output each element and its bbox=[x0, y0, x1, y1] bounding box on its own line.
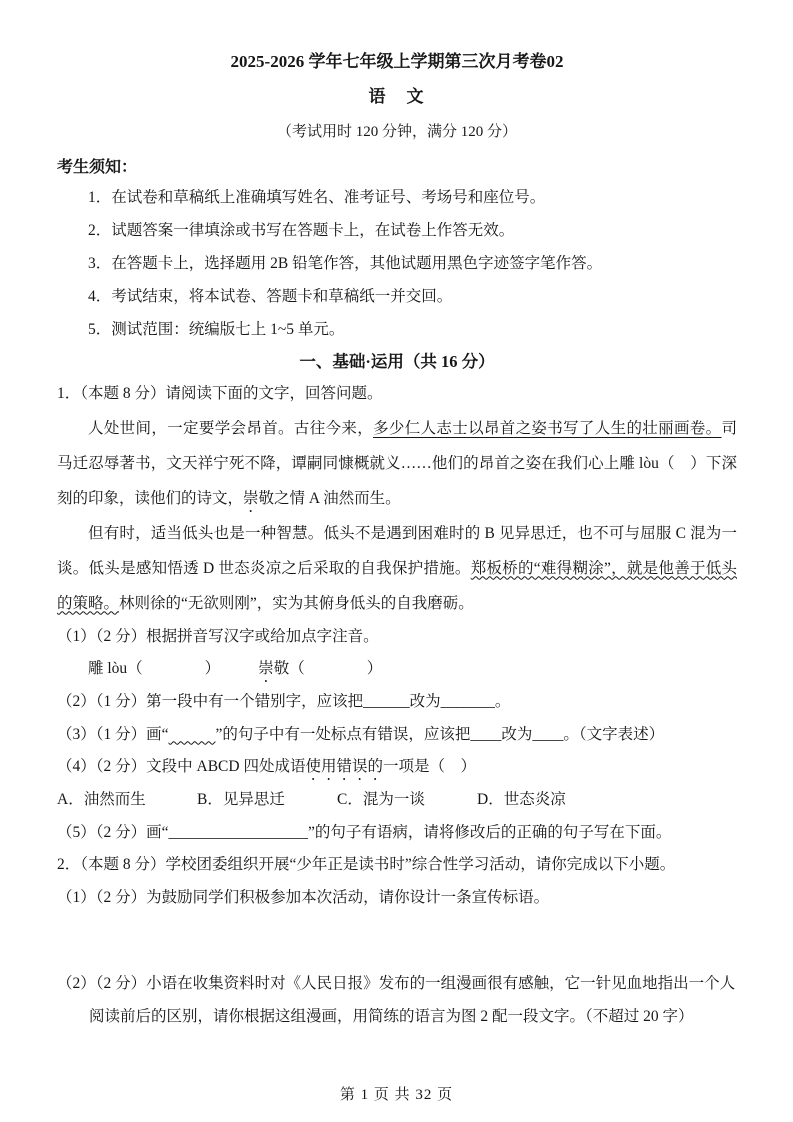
notice-item-2: 2．试题答案一律填涂或书写在答题卡上，在试卷上作答无效。 bbox=[88, 222, 515, 239]
page-footer: 第 1 页 共 32 页 bbox=[339, 1087, 454, 1103]
para2-wavy-underlined-sentence: 郑板桥的“难得糊涂”，就是他善于低头的策略。 bbox=[57, 559, 738, 612]
question2-intro: 2．（本题 8 分）学校团委组织开展“少年正是读书时”综合性学习活动，请你完成以下小题。 bbox=[57, 856, 676, 873]
notice-item-1: 1．在试卷和草稿纸上准确填写姓名、准考证号、考场号和座位号。 bbox=[88, 189, 546, 206]
question1-sub5: （5）（2 分）画“__________________”的句子有语病，请将修改后的正确的句子写在下面。 bbox=[57, 823, 672, 841]
sub3-text-pre: （3）（1 分）画“ bbox=[57, 725, 169, 743]
exam-duration-info: （考试用时 120 分钟，满分 120 分） bbox=[276, 124, 517, 140]
para1-underlined-sentence: 多少仁人志士以昂首之姿书写了人生的壮丽画卷。 bbox=[373, 419, 722, 437]
notice-title: 考生须知： bbox=[57, 159, 138, 176]
sub4-text-pre: （4）（2 分）文段中 ABCD 四处成语 bbox=[57, 758, 306, 775]
subject-title: 语 文 bbox=[368, 87, 426, 106]
para1-text-mid: 司马迁忍辱著书，文天祥宁死不降，谭嗣同慷概就义……他们的昂首之姿在我们心上雕 lòu（ ）下深刻的印象，读他们的诗文， bbox=[57, 419, 737, 507]
pinyin-item-chong-dotted: 崇 bbox=[258, 660, 274, 677]
option-c: C．混为一谈 bbox=[337, 791, 425, 808]
option-d: D．世态炎凉 bbox=[477, 791, 566, 808]
sub4-dotted-phrase: 使用错误的 bbox=[305, 758, 383, 775]
question1-sub4-options bbox=[57, 784, 737, 817]
question1-sub2: （2）（1 分）第一段中有一个错别字，应该把______改为_______。 bbox=[57, 693, 511, 710]
notice-item-5: 5．测试范围：统编版七上 1~5 单元。 bbox=[88, 321, 345, 338]
sub4-text-post: 一项是（ ） bbox=[382, 758, 476, 775]
question2-sub2: （2）（2 分）小语在收集资料时对《人民日报》发布的一组漫画很有感触，它一针见血地指出一个人阅读前后的区别，请你根据这组漫画，用简练的语言为图 2 配一段文字。（不超过 20 字） bbox=[57, 975, 736, 1025]
notice-item-4: 4．考试结束，将本试卷、答题卡和草稿纸一并交回。 bbox=[88, 288, 453, 305]
question1-sub1-answer-row bbox=[57, 653, 737, 686]
question1-passage-paragraph1 bbox=[57, 411, 737, 516]
option-a: A．油然而生 bbox=[57, 791, 146, 808]
section1-title: 一、基础·运用（共 16 分） bbox=[299, 352, 495, 371]
para1-dotted-char: 崇 bbox=[243, 489, 259, 507]
para2-text-post: 林则徐的“无欲则刚”，实为其俯身低头的自我磨砺。 bbox=[119, 594, 474, 612]
question1-passage-paragraph2 bbox=[57, 516, 737, 621]
question1-sub4 bbox=[57, 751, 737, 784]
sub3-text-post: ”的句子中有一处标点有错误，应该把____改为____。（文字表述） bbox=[215, 725, 665, 743]
sub3-wavy-blank bbox=[169, 726, 216, 743]
para2-text-pre: 但有时，适当低头也是一种智慧。低头不是遇到困难时的 B 见异思迁，也不可与屈服 C 混为一谈。低头是感知悟透 D 世态炎凉之后采取的自我保护措施。 bbox=[57, 524, 737, 577]
question1-sub1: （1）（2 分）根据拼音写汉字或给加点字注音。 bbox=[57, 627, 379, 645]
question1-intro: 1．（本题 8 分）请阅读下面的文字，回答问题。 bbox=[57, 385, 383, 402]
option-b: B．见异思迁 bbox=[197, 791, 285, 808]
question2-sub1: （1）（2 分）为鼓励同学们积极参加本次活动，请你设计一条宣传标语。 bbox=[57, 888, 550, 906]
notice-item-3: 3．在答题卡上，选择题用 2B 铅笔作答，其他试题用黑色字迹签字笔作答。 bbox=[88, 255, 603, 272]
para1-text-pre: 人处世间，一定要学会昂首。古往今来， bbox=[88, 419, 374, 437]
page-title: 2025-2026 学年七年级上学期第三次月考卷02 bbox=[230, 52, 564, 71]
pinyin-item-diao-lou: 雕 lòu（ ） bbox=[88, 660, 221, 677]
pinyin-item-chongjing-rest: 敬（ ） bbox=[273, 660, 383, 677]
para1-text-post: 敬之情 A 油然而生。 bbox=[258, 489, 401, 507]
question1-sub3 bbox=[57, 719, 737, 752]
